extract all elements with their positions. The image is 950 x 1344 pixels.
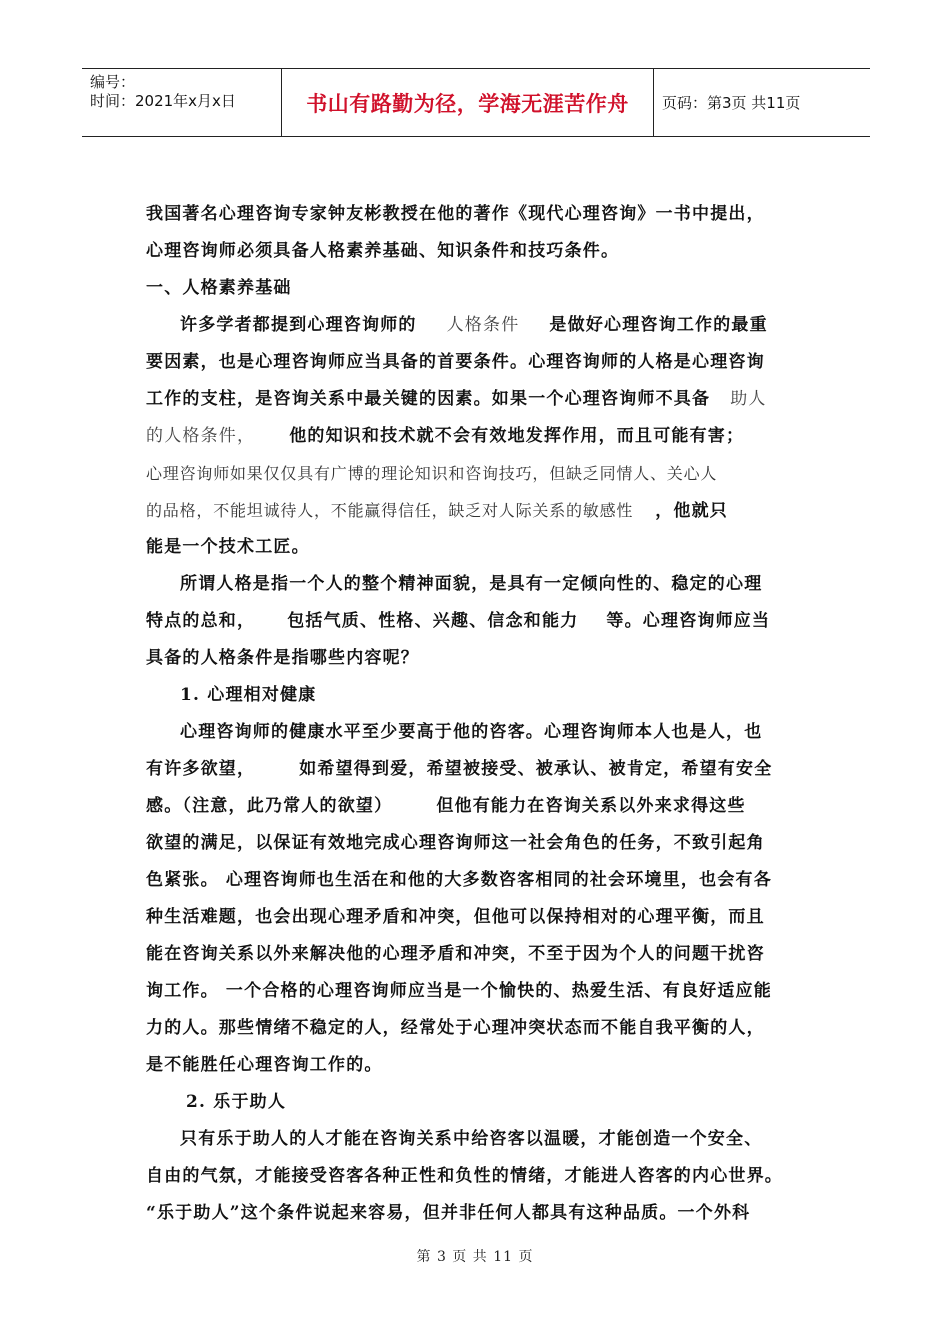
header-meta: [82, 69, 282, 136]
header-page-info: 页码：第3页 共11页: [662, 94, 801, 112]
paragraph-line: “乐于助人”这个条件说起来容易，但并非任何人都具有这种品质。一个外科: [146, 1203, 751, 1223]
text-run-light: 助人: [730, 389, 767, 409]
paragraph-line: 欲望的满足，以保证有效地完成心理咨询师这一社会角色的任务，不致引起角: [146, 833, 765, 853]
paragraph-line: 询工作。 一个合格的心理咨询师应当是一个愉快的、热爱生活、有良好适应能: [146, 981, 772, 1001]
paragraph-line: [146, 307, 812, 344]
text-run: 工作的支柱，是咨询关系中最关键的因素。如果一个心理咨询师不具备: [146, 389, 711, 409]
text-run: 是做好心理咨询工作的最重: [549, 315, 768, 335]
paragraph-line: 是不能胜任心理咨询工作的。: [146, 1055, 383, 1075]
paragraph-line: 能在咨询关系以外来解决他的心理矛盾和冲突，不至于因为个人的问题干扰咨: [146, 944, 765, 964]
text-run: 特点的总和，: [146, 611, 256, 631]
paragraph-line: [146, 418, 812, 455]
text-run: 等。心理咨询师应当: [606, 611, 771, 631]
paragraph-line: 要因素，也是心理咨询师应当具备的首要条件。心理咨询师的人格是心理咨询: [146, 352, 765, 372]
text-run: 许多学者都提到心理咨询师的: [180, 315, 417, 335]
paragraph-line: 心理咨询师如果仅仅具有广博的理论知识和咨询技巧，但缺乏同情人、关心人: [146, 464, 718, 483]
text-run: 感。（注意，此乃常人的欲望）: [146, 796, 393, 816]
document-number-label: 编号：: [90, 73, 136, 91]
subsection-heading: 2. 乐于助人: [186, 1092, 287, 1112]
text-run: 有许多欲望，: [146, 759, 256, 779]
text-run-light: 的人格条件，: [146, 426, 256, 446]
paragraph-line: 种生活难题，也会出现心理矛盾和冲突，但他可以保持相对的心理平衡，而且: [146, 907, 765, 927]
document-body: [146, 196, 812, 1232]
paragraph-line: 只有乐于助人的人才能在咨询关系中给咨客以温暖，才能创造一个安全、: [180, 1129, 763, 1149]
paragraph-line: 力的人。那些情绪不稳定的人，经常处于心理冲突状态而不能自我平衡的人，: [146, 1018, 765, 1038]
paragraph-line: 所谓人格是指一个人的整个精神面貌，是具有一定倾向性的、稳定的心理: [180, 574, 763, 594]
paragraph-line: 心理咨询师的健康水平至少要高于他的咨客。心理咨询师本人也是人，也: [180, 722, 763, 742]
paragraph-line: 我国著名心理咨询专家钟友彬教授在他的著作《现代心理咨询》一书中提出，: [146, 204, 765, 224]
paragraph-line: [146, 788, 812, 825]
paragraph-line: [146, 751, 812, 788]
paragraph-line: [146, 603, 812, 640]
text-run: 包括气质、性格、兴趣、信念和能力: [287, 611, 579, 631]
paragraph-line: 能是一个技术工匠。: [146, 537, 310, 557]
text-run: ，他就只: [655, 501, 729, 521]
page-footer: 第 3 页 共 11 页: [416, 1249, 534, 1265]
text-run: 他的知识和技术就不会有效地发挥作用，而且可能有害；: [289, 426, 745, 446]
paragraph-line: 具备的人格条件是指哪些内容呢？: [146, 648, 419, 668]
document-time: 时间：2021年x月x日: [90, 92, 236, 110]
text-run-light: 人格条件: [446, 315, 520, 335]
paragraph-line: 心理咨询师必须具备人格素养基础、知识条件和技巧条件。: [146, 241, 620, 261]
header-motto: 书山有路勤为径，学海无涯苦作舟: [282, 69, 654, 136]
paragraph-line: [146, 492, 812, 529]
section-heading: 一、人格素养基础: [146, 278, 292, 298]
subsection-heading: 1. 心理相对健康: [180, 685, 317, 705]
text-run-light: 的品格，不能坦诚待人，不能赢得信任，缺乏对人际关系的敏感性: [146, 501, 634, 520]
paragraph-line: [146, 381, 812, 418]
text-run: 但他有能力在咨询关系以外来求得这些: [436, 796, 746, 816]
text-run: 如希望得到爱，希望被接受、被承认、被肯定，希望有安全: [299, 759, 773, 779]
paragraph-line: 自由的气氛，才能接受咨客各种正性和负性的情绪，才能进人咨客的内心世界。: [146, 1166, 783, 1186]
page-header: [82, 68, 870, 137]
paragraph-line: 色紧张。 心理咨询师也生活在和他的大多数咨客相同的社会环境里，也会有各: [146, 870, 772, 890]
